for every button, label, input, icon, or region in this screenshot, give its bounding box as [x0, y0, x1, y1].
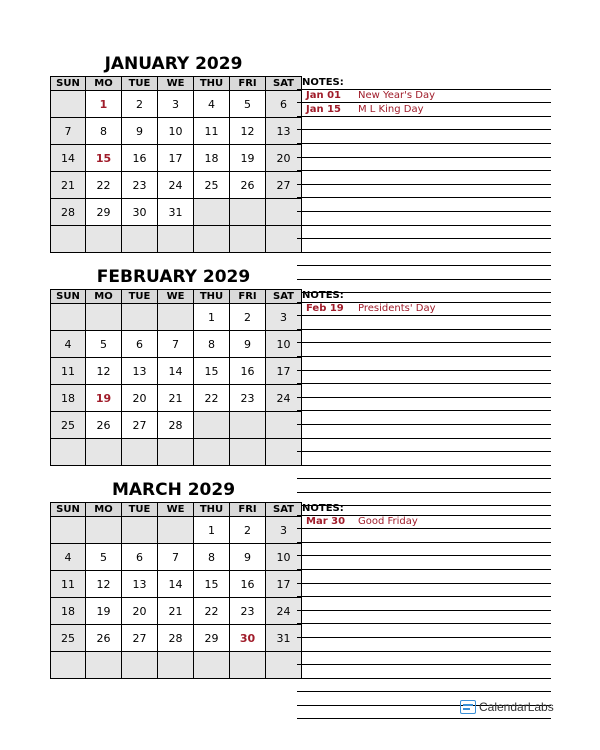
note-line: [297, 370, 551, 371]
day-cell: 19: [86, 598, 122, 625]
day-cell: 2: [230, 304, 266, 331]
day-cell: 3: [266, 304, 302, 331]
day-cell: 13: [122, 571, 158, 598]
day-cell: 15: [194, 571, 230, 598]
month-title: MARCH 2029: [111, 480, 236, 500]
day-cell: [158, 439, 194, 466]
day-cell: 15: [194, 358, 230, 385]
holiday-date: Feb 19: [306, 303, 344, 314]
day-cell: [194, 226, 230, 253]
day-cell: 16: [230, 571, 266, 598]
note-line: [297, 197, 551, 198]
day-cell: [266, 199, 302, 226]
note-line: [297, 492, 551, 493]
day-cell: [158, 652, 194, 679]
day-cell: 11: [51, 358, 86, 385]
holiday-note: [306, 90, 435, 101]
day-cell: [158, 517, 194, 544]
week-row: [51, 517, 302, 544]
day-cell: 23: [230, 385, 266, 412]
note-line: [297, 478, 551, 479]
day-header: MO: [86, 77, 122, 91]
note-line: [297, 718, 551, 719]
day-header: SUN: [51, 503, 86, 517]
day-cell: 25: [51, 625, 86, 652]
day-cell: [230, 412, 266, 439]
note-line: [297, 465, 551, 466]
day-cell: 9: [230, 544, 266, 571]
day-header: SUN: [51, 77, 86, 91]
day-cell: [86, 226, 122, 253]
day-cell: 31: [266, 625, 302, 652]
day-cell: 4: [51, 544, 86, 571]
day-cell: [158, 226, 194, 253]
note-line: [297, 438, 551, 439]
holiday-note: [306, 104, 424, 115]
week-row: [51, 118, 302, 145]
day-cell: 27: [122, 625, 158, 652]
note-line: [297, 315, 551, 316]
day-cell: 8: [194, 544, 230, 571]
week-row: [51, 439, 302, 466]
week-row: [51, 598, 302, 625]
note-line: [297, 184, 551, 185]
day-cell: 9: [122, 118, 158, 145]
day-cell: 7: [158, 544, 194, 571]
day-header: THU: [194, 290, 230, 304]
day-cell: 18: [194, 145, 230, 172]
note-line: [297, 651, 551, 652]
day-cell: 26: [86, 625, 122, 652]
day-cell: 29: [86, 199, 122, 226]
day-cell: 5: [86, 331, 122, 358]
calendarlabs-logo: [460, 700, 554, 714]
day-cell: 6: [122, 544, 158, 571]
day-cell: 21: [158, 598, 194, 625]
day-cell: 13: [122, 358, 158, 385]
holiday-name: Good Friday: [358, 516, 418, 527]
day-cell: 27: [122, 412, 158, 439]
day-cell: 10: [266, 544, 302, 571]
day-cell: 24: [266, 598, 302, 625]
day-header: THU: [194, 77, 230, 91]
day-cell: 17: [158, 145, 194, 172]
note-line: [297, 451, 551, 452]
day-cell: 14: [158, 571, 194, 598]
day-header: WE: [158, 77, 194, 91]
day-cell: [266, 439, 302, 466]
day-header: WE: [158, 503, 194, 517]
day-cell: 25: [194, 172, 230, 199]
day-cell: [51, 439, 86, 466]
note-line: [297, 356, 551, 357]
week-row: [51, 544, 302, 571]
day-cell: 5: [86, 544, 122, 571]
day-header: SAT: [266, 290, 302, 304]
day-header: FRI: [230, 77, 266, 91]
day-cell: [122, 652, 158, 679]
day-cell: 19: [86, 385, 122, 412]
day-header: WE: [158, 290, 194, 304]
day-cell: 6: [266, 91, 302, 118]
month-grid: [50, 76, 302, 253]
day-cell: 9: [230, 331, 266, 358]
day-cell: [122, 226, 158, 253]
day-cell: [86, 517, 122, 544]
day-header: SAT: [266, 77, 302, 91]
week-row: [51, 412, 302, 439]
day-cell: 26: [86, 412, 122, 439]
day-cell: [122, 439, 158, 466]
notes-label: NOTES:: [302, 503, 344, 514]
day-cell: 2: [122, 91, 158, 118]
day-cell: 15: [86, 145, 122, 172]
note-line: [297, 225, 551, 226]
day-cell: 7: [51, 118, 86, 145]
day-cell: 4: [51, 331, 86, 358]
week-row: [51, 91, 302, 118]
day-cell: [51, 91, 86, 118]
note-line: [297, 397, 551, 398]
day-cell: [230, 226, 266, 253]
day-cell: 12: [86, 358, 122, 385]
note-line: [297, 691, 551, 692]
day-cell: 1: [194, 304, 230, 331]
day-cell: 24: [266, 385, 302, 412]
note-line: [297, 542, 551, 543]
calendar-icon: [460, 700, 476, 714]
day-cell: [194, 199, 230, 226]
day-cell: [230, 439, 266, 466]
day-cell: 24: [158, 172, 194, 199]
week-row: [51, 304, 302, 331]
day-cell: 22: [194, 598, 230, 625]
week-row: [51, 358, 302, 385]
day-cell: 17: [266, 571, 302, 598]
day-cell: 3: [158, 91, 194, 118]
day-cell: 23: [122, 172, 158, 199]
holiday-date: Mar 30: [306, 516, 346, 527]
note-line: [297, 610, 551, 611]
day-cell: 3: [266, 517, 302, 544]
note-line: [297, 383, 551, 384]
day-cell: [86, 439, 122, 466]
day-header: THU: [194, 503, 230, 517]
day-cell: 30: [230, 625, 266, 652]
day-cell: [230, 652, 266, 679]
week-row: [51, 571, 302, 598]
day-cell: 25: [51, 412, 86, 439]
day-cell: [122, 304, 158, 331]
day-cell: 21: [158, 385, 194, 412]
day-cell: 12: [86, 571, 122, 598]
day-header: MO: [86, 503, 122, 517]
day-cell: [86, 652, 122, 679]
week-row: [51, 625, 302, 652]
week-row: [51, 331, 302, 358]
day-cell: 16: [122, 145, 158, 172]
note-line: [297, 265, 551, 266]
note-line: [297, 211, 551, 212]
day-cell: 11: [51, 571, 86, 598]
day-cell: 11: [194, 118, 230, 145]
day-header: FRI: [230, 290, 266, 304]
day-cell: [194, 439, 230, 466]
holiday-note: [306, 516, 418, 527]
day-cell: [158, 304, 194, 331]
day-cell: 14: [51, 145, 86, 172]
day-cell: [51, 652, 86, 679]
day-cell: 19: [230, 145, 266, 172]
note-line: [297, 528, 551, 529]
day-header: FRI: [230, 503, 266, 517]
day-cell: [230, 199, 266, 226]
day-cell: [194, 652, 230, 679]
note-line: [297, 623, 551, 624]
day-cell: 31: [158, 199, 194, 226]
note-line: [297, 170, 551, 171]
note-line: [297, 116, 551, 117]
note-line: [297, 410, 551, 411]
day-cell: 28: [158, 625, 194, 652]
day-cell: 17: [266, 358, 302, 385]
day-cell: 23: [230, 598, 266, 625]
day-cell: 1: [194, 517, 230, 544]
day-header: MO: [86, 290, 122, 304]
note-line: [297, 157, 551, 158]
day-cell: 16: [230, 358, 266, 385]
month-grid: [50, 289, 302, 466]
day-cell: 29: [194, 625, 230, 652]
week-row: [51, 385, 302, 412]
month-grid: [50, 502, 302, 679]
day-cell: 22: [86, 172, 122, 199]
day-cell: [266, 412, 302, 439]
day-header: TUE: [122, 290, 158, 304]
day-cell: 28: [158, 412, 194, 439]
day-cell: 8: [194, 331, 230, 358]
note-line: [297, 637, 551, 638]
month-title: JANUARY 2029: [104, 54, 243, 74]
day-cell: 2: [230, 517, 266, 544]
day-cell: 12: [230, 118, 266, 145]
holiday-name: New Year's Day: [358, 90, 436, 101]
day-cell: 4: [194, 91, 230, 118]
week-row: [51, 199, 302, 226]
day-cell: 6: [122, 331, 158, 358]
day-cell: [122, 517, 158, 544]
note-line: [297, 279, 551, 280]
logo-text: CalendarLabs: [479, 700, 554, 714]
day-cell: 27: [266, 172, 302, 199]
week-row: [51, 226, 302, 253]
day-cell: 7: [158, 331, 194, 358]
day-cell: 14: [158, 358, 194, 385]
day-cell: 10: [158, 118, 194, 145]
holiday-name: Presidents' Day: [358, 303, 436, 314]
day-cell: [86, 304, 122, 331]
note-line: [297, 555, 551, 556]
day-cell: 18: [51, 385, 86, 412]
day-cell: 1: [86, 91, 122, 118]
day-cell: 13: [266, 118, 302, 145]
day-cell: 26: [230, 172, 266, 199]
day-cell: [266, 652, 302, 679]
note-line: [297, 342, 551, 343]
notes-label: NOTES:: [302, 290, 344, 301]
day-cell: 30: [122, 199, 158, 226]
note-line: [297, 596, 551, 597]
day-cell: 28: [51, 199, 86, 226]
day-cell: 10: [266, 331, 302, 358]
holiday-date: Jan 01: [306, 90, 341, 101]
day-cell: 20: [266, 145, 302, 172]
day-cell: 8: [86, 118, 122, 145]
day-cell: [51, 517, 86, 544]
day-cell: [194, 412, 230, 439]
note-line: [297, 678, 551, 679]
holiday-note: [306, 303, 436, 314]
note-line: [297, 664, 551, 665]
day-cell: 20: [122, 385, 158, 412]
day-cell: 21: [51, 172, 86, 199]
day-cell: 20: [122, 598, 158, 625]
week-row: [51, 172, 302, 199]
day-header: TUE: [122, 503, 158, 517]
note-line: [297, 424, 551, 425]
day-header: SUN: [51, 290, 86, 304]
note-line: [297, 238, 551, 239]
note-line: [297, 569, 551, 570]
day-cell: 5: [230, 91, 266, 118]
holiday-name: M L King Day: [358, 103, 424, 115]
holiday-date: Jan 15: [306, 103, 341, 115]
note-line: [297, 143, 551, 144]
month-title: FEBRUARY 2029: [96, 267, 251, 287]
note-line: [297, 329, 551, 330]
day-cell: [51, 304, 86, 331]
week-row: [51, 145, 302, 172]
note-line: [297, 252, 551, 253]
day-cell: [51, 226, 86, 253]
notes-label: NOTES:: [302, 77, 344, 88]
day-header: SAT: [266, 503, 302, 517]
note-line: [297, 129, 551, 130]
note-line: [297, 583, 551, 584]
day-cell: [266, 226, 302, 253]
day-header: TUE: [122, 77, 158, 91]
day-cell: 22: [194, 385, 230, 412]
day-cell: 18: [51, 598, 86, 625]
week-row: [51, 652, 302, 679]
